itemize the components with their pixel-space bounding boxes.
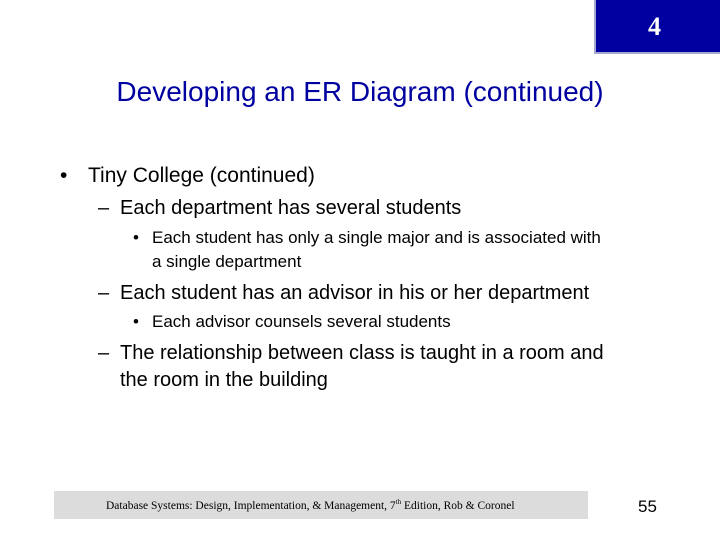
bullet-text: Tiny College (continued) [88, 164, 315, 187]
slide-title: Developing an ER Diagram (continued) [116, 76, 604, 107]
footer-text-main: Database Systems: Design, Implementation, & Management, 7 [106, 499, 396, 512]
sub-sub-bullet-text: a single department [152, 252, 302, 271]
footer-text-end: Edition, Rob & Coronel [401, 499, 515, 512]
sub-sub-bullet-text: Each student has only a single major and is associated with [152, 228, 601, 247]
sub-sub-bullet-text: Each advisor counsels several students [152, 312, 451, 331]
footer-citation [106, 498, 515, 512]
sub-bullet-marker: – [98, 342, 110, 364]
bullet-marker: • [60, 164, 68, 187]
sub-sub-bullet-marker: • [133, 228, 139, 247]
sub-bullet-text: the room in the building [120, 369, 328, 391]
sub-bullet-text: The relationship between class is taught in a room and [120, 342, 604, 364]
chapter-number-badge [594, 0, 720, 54]
sub-bullet-text: Each department has several students [120, 197, 462, 219]
sub-bullet-marker: – [98, 282, 110, 304]
footer-superscript: th [395, 498, 402, 506]
chapter-number: 4 [648, 12, 661, 41]
page-number: 55 [638, 497, 657, 516]
sub-sub-bullet-marker: • [133, 312, 139, 331]
footer-bar [54, 491, 588, 519]
sub-bullet-marker: – [98, 197, 110, 219]
sub-bullet-text: Each student has an advisor in his or her department [120, 282, 590, 304]
